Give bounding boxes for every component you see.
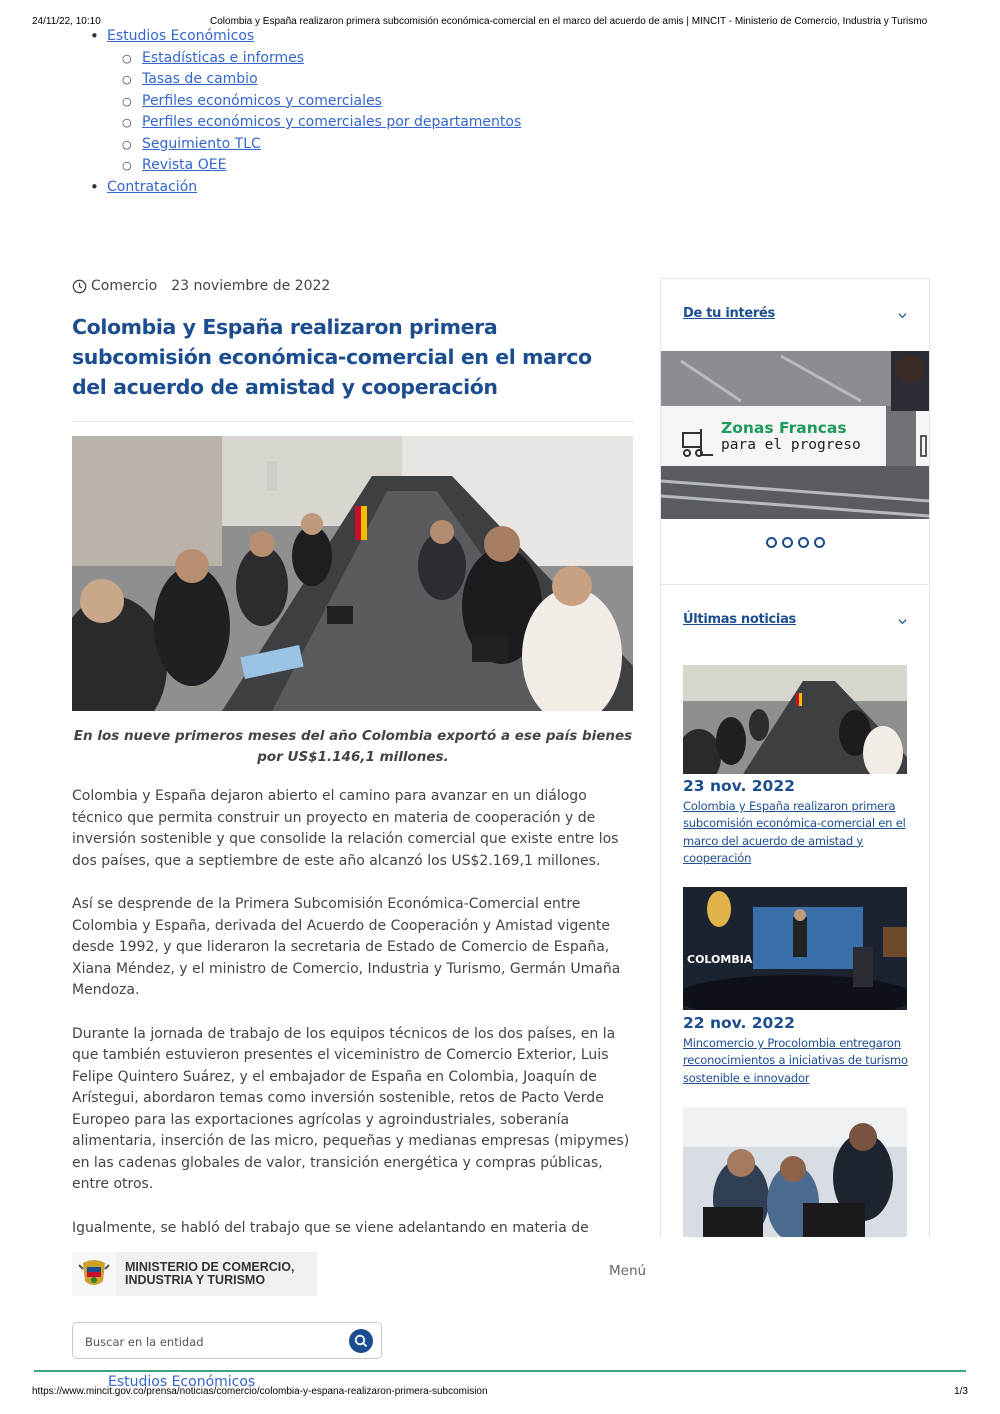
carousel-dot[interactable] bbox=[782, 537, 793, 548]
news-thumbnail[interactable] bbox=[683, 665, 907, 774]
clock-icon bbox=[72, 279, 87, 294]
divider bbox=[661, 584, 929, 585]
article-category[interactable]: Comercio bbox=[91, 278, 158, 294]
news-link[interactable]: Colombia y España realizaron primera subcomisión económica-comercial en el marco del acuerdo de amistad y cooperación bbox=[683, 799, 906, 865]
banner-background bbox=[661, 351, 929, 519]
nav-item-contratacion bbox=[88, 177, 521, 199]
interest-heading-link[interactable]: De tu interés bbox=[683, 306, 775, 321]
search-box bbox=[72, 1322, 382, 1359]
ministry-line2: INDUSTRIA Y TURISMO bbox=[125, 1273, 266, 1287]
article-meta bbox=[72, 278, 330, 294]
carousel-dots bbox=[661, 537, 929, 548]
news-date: 23 nov. 2022 bbox=[683, 777, 795, 795]
divider bbox=[72, 421, 634, 422]
menu-button[interactable]: Menú bbox=[609, 1263, 647, 1279]
latest-news-heading-link[interactable]: Últimas noticias bbox=[683, 612, 796, 627]
article-date: 23 noviembre de 2022 bbox=[171, 278, 331, 294]
nav-link-revista-oee[interactable]: Revista OEE bbox=[142, 157, 227, 173]
nav-link-seguimiento-tlc[interactable]: Seguimiento TLC bbox=[142, 135, 261, 152]
nav-subitem bbox=[142, 112, 521, 134]
sidebar bbox=[660, 278, 930, 1237]
news-date: 22 nov. 2022 bbox=[683, 1014, 795, 1032]
nav-link-perfiles[interactable]: Perfiles económicos y comerciales bbox=[142, 92, 382, 109]
carousel-dot[interactable] bbox=[814, 537, 825, 548]
nav-link-tasas[interactable]: Tasas de cambio bbox=[142, 71, 258, 87]
nav-link-estudios-repeat[interactable]: Estudios Económicos bbox=[108, 1374, 256, 1386]
nav-subitem bbox=[142, 48, 521, 70]
nav-subitem bbox=[142, 155, 521, 177]
print-footer bbox=[32, 1386, 968, 1400]
nav-link-estudios[interactable]: Estudios Económicos bbox=[107, 28, 255, 44]
carousel-dot[interactable] bbox=[766, 537, 777, 548]
nav-sublist bbox=[107, 48, 521, 177]
ministry-logo[interactable] bbox=[72, 1252, 317, 1296]
article-title: Colombia y España realizaron primera subcomisión económica-comercial en el marco del acuerdo de amistad y cooperación bbox=[72, 315, 592, 399]
event-thumbnail bbox=[683, 887, 907, 1010]
screen-text: COLOMBIA bbox=[687, 953, 753, 966]
ministry-line1: MINISTERIO DE COMERCIO, bbox=[125, 1260, 295, 1274]
ministry-name bbox=[125, 1261, 294, 1287]
search-button[interactable] bbox=[349, 1329, 373, 1353]
chevron-down-icon[interactable] bbox=[898, 311, 907, 320]
laptops-thumbnail bbox=[683, 1107, 907, 1237]
image-caption: En los nueve primeros meses del año Colombia exportó a ese país bienes por US$1.146,1 millones. bbox=[73, 728, 633, 765]
meeting-photo bbox=[72, 436, 633, 711]
nav-link-contratacion[interactable]: Contratación bbox=[107, 178, 198, 195]
divider bbox=[34, 1370, 966, 1372]
nav-subitem bbox=[142, 91, 521, 113]
print-datetime: 24/11/22, 10:10 bbox=[32, 16, 101, 27]
nav-link-cut[interactable] bbox=[108, 1374, 308, 1386]
article-paragraph: Colombia y España dejaron abierto el camino para avanzar en un diálogo técnico que permita construir un proyecto en materia de cooperación y de inversión sostenible y que consolide la relación comercial que existe entre los dos países, que a septiembre de este año alcanzó los US$2.169,1 millones. bbox=[72, 788, 619, 869]
print-page-number: 1/3 bbox=[954, 1386, 968, 1397]
article-hero-image bbox=[72, 436, 633, 711]
article-paragraph: Igualmente, se habló del trabajo que se viene adelantando en materia de bbox=[72, 1219, 589, 1236]
nav-link-estadisticas[interactable]: Estadísticas e informes bbox=[142, 49, 305, 66]
nav-subitem bbox=[142, 69, 521, 91]
news-link[interactable]: Mincomercio y Procolombia entregaron reconocimientos a iniciativas de turismo sostenible e innovador bbox=[683, 1036, 908, 1085]
nav-subitem bbox=[142, 134, 521, 156]
search-input[interactable] bbox=[83, 1331, 337, 1353]
zonas-francas-banner[interactable] bbox=[661, 351, 929, 519]
coat-of-arms-icon bbox=[72, 1252, 116, 1296]
print-page-title: Colombia y España realizaron primera subcomisión económica-comercial en el marco del acuerdo de amis | MINCIT - Ministerio de Comercio, Industria y Turismo bbox=[210, 16, 928, 27]
chevron-down-icon[interactable] bbox=[898, 617, 907, 626]
article-paragraph: Así se desprende de la Primera Subcomisión Económica-Comercial entre Colombia y España, derivada del Acuerdo de Cooperación y Amistad vigente desde 1992, y que lideraron la secretaria de Estado de Comercio de España, Xiana Méndez, y el ministro de Comercio, Industria y Turismo, Germán Umaña Mendoza. bbox=[72, 896, 621, 998]
article-body bbox=[72, 786, 634, 1261]
carousel-dot[interactable] bbox=[798, 537, 809, 548]
nav-list bbox=[88, 26, 521, 198]
print-url: https://www.mincit.gov.co/prensa/noticias/comercio/colombia-y-espana-realizaron-primera-subcomision bbox=[32, 1386, 488, 1397]
article-paragraph: Durante la jornada de trabajo de los equipos técnicos de los dos países, en la que también estuvieron presentes el viceministro de Comercio Exterior, Luis Felipe Quintero Suárez, y el embajador de España en Colombia, Joaquín de Arístegui, abordaron temas como inversión sostenible, retos de Pacto Verde Europeo para las exportaciones agrícolas y agroindustriales, soberanía alimentaria, inserción de las micro, pequeñas y medianas empresas (mipymes) en las cadenas globales de valor, transición energética y compras públicas, entre otros. bbox=[72, 1025, 630, 1192]
news-thumbnail[interactable] bbox=[683, 1107, 907, 1237]
banner-subtitle: para el progreso bbox=[721, 437, 861, 453]
news-thumbnail[interactable] bbox=[683, 887, 907, 1010]
nav-item-estudios bbox=[88, 26, 521, 177]
search-icon bbox=[354, 1334, 368, 1348]
banner-title: Zonas Francas bbox=[721, 419, 847, 437]
nav-link-perfiles-departamentos[interactable]: Perfiles económicos y comerciales por departamentos bbox=[142, 114, 522, 130]
meeting-thumbnail bbox=[683, 665, 907, 774]
